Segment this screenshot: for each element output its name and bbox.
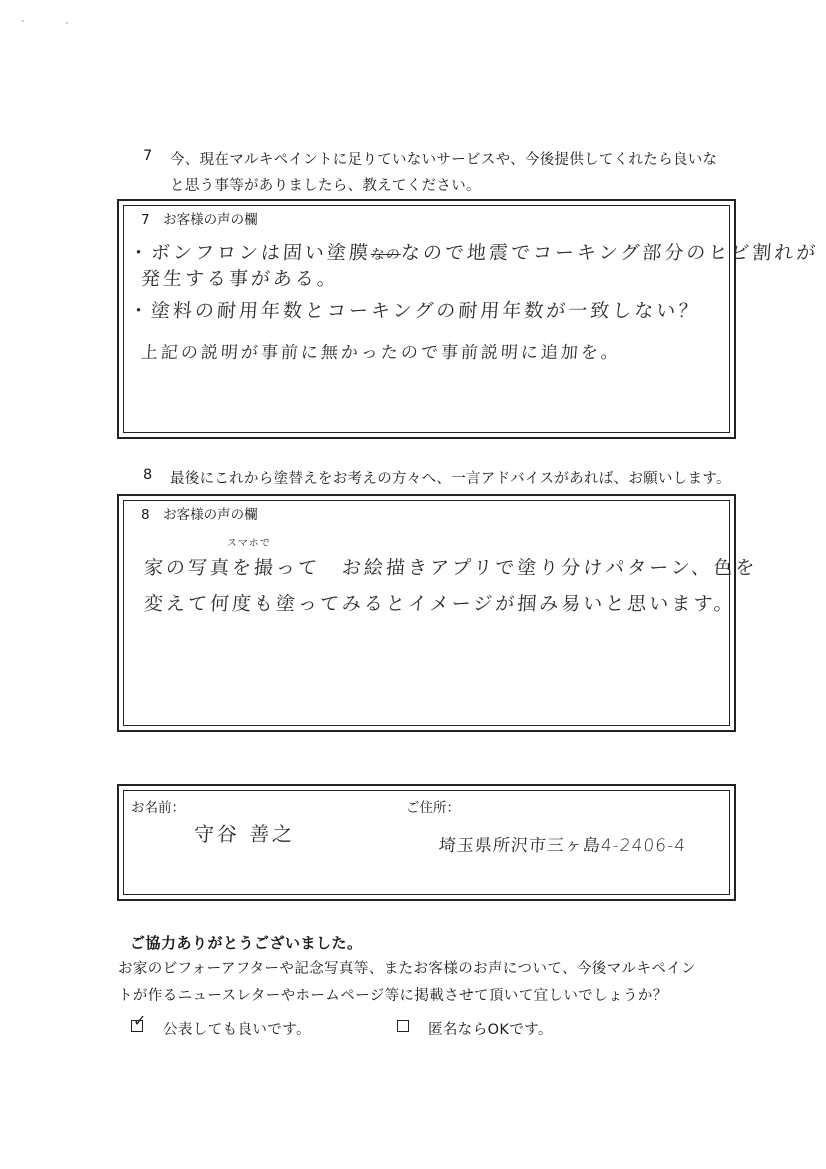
answer-8-line2: 変えて何度も塗ってみるとイメージが掴み易いと思います。 (143, 593, 737, 615)
name-label: お名前： (131, 800, 185, 816)
answer-7-line1-end: なので地震でコーキング部分のヒビ割れが (400, 242, 820, 264)
question-8-number: 8 (143, 467, 153, 483)
question-7-text-line2: と思う事等がありましたら、教えてください。 (170, 178, 481, 194)
thanks-heading: ご協力ありがとうございました。 (130, 934, 363, 952)
answer-7-line3: ・塗料の耐用年数とコーキングの耐用年数が一致しない？ (128, 300, 702, 322)
answer-7-line2: 発生する事がある。 (140, 268, 340, 290)
anonymous-option-label: 匿名ならOKです。 (428, 1022, 553, 1038)
consent-text-line1: お家のビフォーアフターや記念写真等、またお客様のお声について、今後マルキペイン (118, 961, 697, 977)
question-8-text-line1: 最後にこれから塗替えをお考えの方々へ、一言アドバイスがあれば、お願いします。 (170, 471, 731, 487)
answer-7-strikethrough: なの (370, 247, 402, 263)
question-7-number: 7 (143, 148, 153, 164)
answer-box-7-label: 7 お客様の声の欄 (141, 212, 258, 228)
question-7-text-line1: 今、現在マルキペイントに足りていないサービスや、今後提供してくれたら良いな (170, 152, 718, 168)
public-option-label: 公表しても良いです。 (163, 1022, 311, 1038)
anonymous-checkbox[interactable] (397, 1020, 409, 1032)
consent-text-line2: トが作るニュースレターやホームページ等に掲載させて頂いて宜しいでしょうか？ (118, 988, 668, 1004)
answer-8-annotation: スマホで (226, 538, 272, 549)
scan-speck (66, 22, 68, 24)
answer-box-8 (117, 494, 759, 732)
check-mark-icon: ✓ (133, 1011, 147, 1030)
name-value: 守谷 善之 (193, 822, 297, 846)
answer-7-line1 (128, 238, 819, 265)
address-label: ご住所： (406, 800, 460, 816)
address-value: 埼玉県所沢市三ヶ島4-2406-4 (438, 836, 687, 856)
answer-box-8-label: 8 お客様の声の欄 (141, 507, 258, 523)
scan-speck (22, 20, 24, 22)
answer-8-line1: 家の写真を撮って お絵描きアプリで塗り分けパターン、色を (143, 557, 759, 579)
customer-info-box (117, 784, 736, 901)
answer-box-7 (117, 199, 820, 439)
answer-7-line4: 上記の説明が事前に無かったので事前説明に追加を。 (140, 343, 622, 363)
answer-7-line1-start: ・ボンフロンは固い塗膜 (128, 242, 372, 264)
